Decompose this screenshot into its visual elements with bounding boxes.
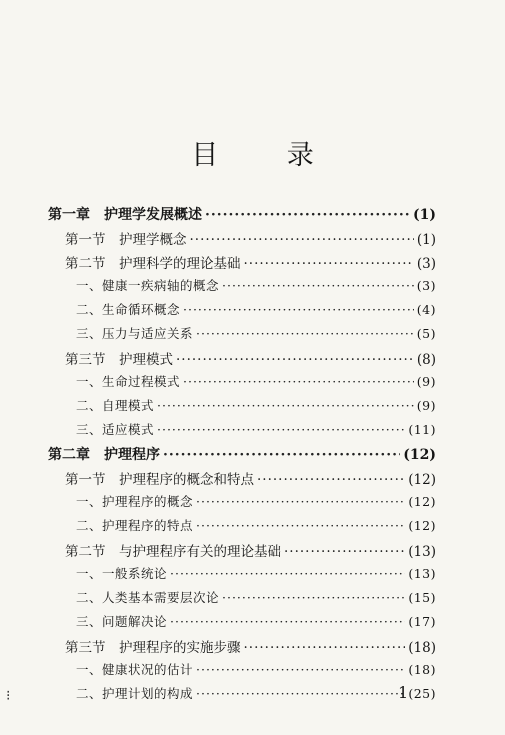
dot-leader <box>196 518 405 533</box>
toc-entry-label: 二、护理程序的特点 <box>76 518 194 533</box>
toc-entry-page: (25) <box>408 686 436 701</box>
toc-entry-page: (9) <box>416 374 436 389</box>
dot-leader <box>196 326 414 341</box>
toc-entry-label: 第二节 与护理程序有关的理论基础 <box>65 544 281 560</box>
toc-entry-page: (15) <box>408 590 436 605</box>
toc-item[interactable] <box>76 324 436 347</box>
toc-entry-label: 第三节 护理模式 <box>65 352 173 368</box>
toc-item[interactable] <box>76 276 436 299</box>
toc-entry-page: (18) <box>408 640 436 656</box>
toc-item[interactable] <box>76 588 436 611</box>
dot-leader <box>205 207 410 223</box>
toc-section-2-2[interactable] <box>65 540 436 563</box>
dot-leader <box>183 374 414 389</box>
dot-leader <box>244 640 406 656</box>
toc-section-2-3[interactable] <box>65 636 436 659</box>
toc-entry-label: 第一节 护理程序的概念和特点 <box>65 472 254 488</box>
toc-item[interactable] <box>76 492 436 515</box>
dot-leader <box>183 302 414 317</box>
toc-entry-label: 一、生命过程模式 <box>76 374 181 389</box>
toc-entry-label: 三、压力与适应关系 <box>76 326 194 341</box>
toc-section-1-1[interactable] <box>65 228 436 251</box>
toc-entry-label: 一、健康状况的估计 <box>76 662 194 677</box>
toc-entry-page: (13) <box>408 544 436 560</box>
toc-entry-label: 第三节 护理程序的实施步骤 <box>65 640 241 656</box>
toc-entry-page: (9) <box>416 398 436 413</box>
toc-entry-page: (3) <box>416 278 436 293</box>
toc-entry-page: (12) <box>403 447 436 463</box>
toc-entry-label: 第二章 护理程序 <box>48 447 160 463</box>
dot-leader <box>222 590 405 605</box>
toc-section-1-2[interactable] <box>65 252 436 275</box>
toc-chapter-1[interactable] <box>48 204 436 227</box>
toc-item[interactable] <box>76 612 436 635</box>
dot-leader <box>163 447 400 463</box>
dot-leader <box>222 278 414 293</box>
dot-leader <box>176 352 414 368</box>
toc-entry-page: (1) <box>413 207 436 223</box>
dot-leader <box>284 544 405 560</box>
toc-entry-label: 三、适应模式 <box>76 422 155 437</box>
toc-item[interactable] <box>76 684 436 707</box>
toc-entry-page: (12) <box>408 518 436 533</box>
toc-entry-page: (4) <box>416 302 436 317</box>
toc-item[interactable] <box>76 660 436 683</box>
toc-entry-page: (12) <box>408 494 436 509</box>
toc-item[interactable] <box>76 300 436 323</box>
page-title: 目 录 <box>191 140 344 171</box>
toc-entry-page: (8) <box>416 352 436 368</box>
toc-chapter-2[interactable] <box>48 444 436 467</box>
dot-leader <box>196 686 405 701</box>
toc-entry-page: (12) <box>408 472 436 488</box>
toc-entry-label: 二、护理计划的构成 <box>76 686 194 701</box>
dot-leader <box>196 662 405 677</box>
toc-entry-label: 一、一般系统论 <box>76 566 168 581</box>
toc-entry-label: 第二节 护理科学的理论基础 <box>65 256 241 272</box>
toc-entry-page: (13) <box>408 566 436 581</box>
toc-entry-label: 三、问题解决论 <box>76 614 168 629</box>
toc-entry-page: (11) <box>408 422 436 437</box>
toc-item[interactable] <box>76 516 436 539</box>
scan-mark: ⁝ <box>6 688 11 704</box>
toc-entry-label: 一、护理程序的概念 <box>76 494 194 509</box>
toc-item[interactable] <box>76 372 436 395</box>
page-number: 1 <box>398 683 409 702</box>
dot-leader <box>190 232 414 248</box>
dot-leader <box>170 566 405 581</box>
toc-item[interactable] <box>76 396 436 419</box>
toc-entry-page: (5) <box>416 326 436 341</box>
dot-leader <box>257 472 405 488</box>
toc-entry-page: (17) <box>408 614 436 629</box>
dot-leader <box>170 614 405 629</box>
dot-leader <box>196 494 405 509</box>
toc-entry-page: (18) <box>408 662 436 677</box>
toc-entry-label: 二、生命循环概念 <box>76 302 181 317</box>
dot-leader <box>157 398 414 413</box>
toc-section-1-3[interactable] <box>65 348 436 371</box>
dot-leader <box>244 256 414 272</box>
toc-entry-page: (1) <box>416 232 436 248</box>
dot-leader <box>157 422 405 437</box>
toc-entry-label: 二、人类基本需要层次论 <box>76 590 220 605</box>
toc-item[interactable] <box>76 564 436 587</box>
toc-entry-label: 第一节 护理学概念 <box>65 232 187 248</box>
toc-entry-label: 二、自理模式 <box>76 398 155 413</box>
toc-entry-page: (3) <box>416 256 436 272</box>
toc-entry-label: 一、健康一疾病轴的概念 <box>76 278 220 293</box>
toc-section-2-1[interactable] <box>65 468 436 491</box>
toc-entry-label: 第一章 护理学发展概述 <box>48 207 202 223</box>
toc-item[interactable] <box>76 420 436 443</box>
